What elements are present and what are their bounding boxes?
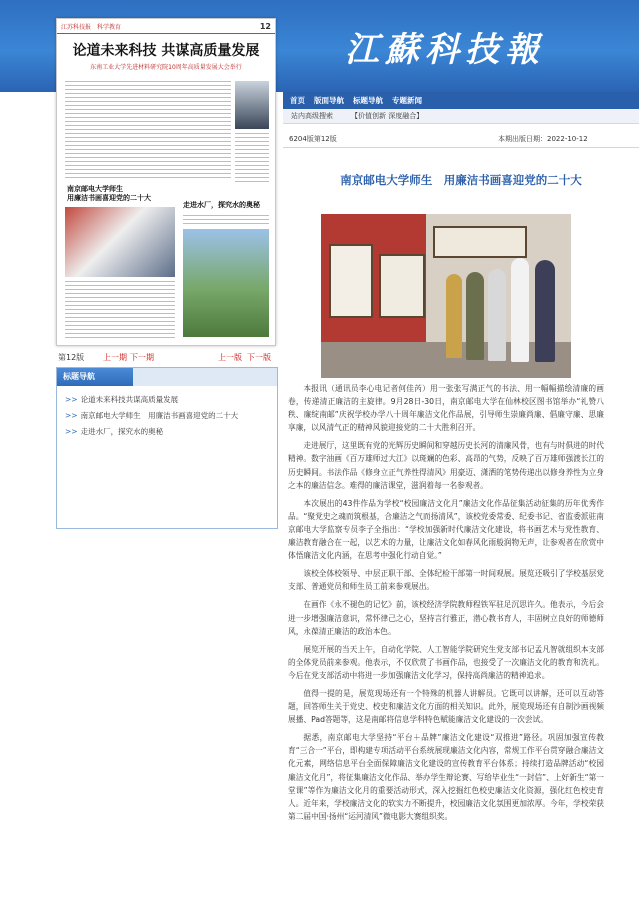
newspaper-logo: 江蘇科技報	[345, 30, 545, 70]
paper-page-number: 12	[259, 21, 271, 31]
arrow-icon: >>	[65, 395, 78, 404]
advanced-search-link[interactable]: 站内高级搜索	[291, 112, 333, 120]
article-body	[288, 382, 604, 828]
article-paragraph: 在画作《永不褪色的记忆》前，该校经济学院教师程铁军驻足沉思许久。他表示，今后会进一步增强廉洁意识，常怀律己之心，坚持言行雅正，潜心教书育人，丰固树立良好的师德师风，永葆清正廉洁的政治本色。	[288, 600, 604, 636]
menu-home[interactable]: 首页	[290, 96, 305, 105]
headline-nav-item-label[interactable]: 论道未来科技共谋高质量发展	[80, 395, 179, 404]
paper-text-block	[235, 133, 269, 183]
paper-text-block	[183, 215, 269, 227]
article-photo	[321, 214, 571, 378]
headline-nav-panel	[56, 367, 278, 529]
headline-nav-list	[65, 392, 277, 440]
paper-header-brand: 江苏科技报	[61, 23, 92, 31]
headline-nav-item-label[interactable]: 南京邮电大学师生 用廉洁书画喜迎党的二十大	[80, 411, 239, 420]
photo-artwork-frame	[433, 226, 527, 258]
paper-exhibition-photo	[65, 207, 175, 277]
top-menu	[283, 92, 639, 109]
headline-nav-item[interactable]	[65, 424, 277, 440]
photo-person	[488, 269, 506, 361]
menu-headline-nav[interactable]: 标题导航	[353, 96, 383, 105]
menu-special-news[interactable]: 专题新闻	[392, 96, 422, 105]
article-paragraph: 展览开展的当天上午，自动化学院、人工智能学院研究生党支部书记孟凡智就组织本支部的全体党员前来参观。他表示，不仅欣赏了书画作品，也接受了一次廉洁文化的教育和洗礼。今后在党支部活动中将进一步加强廉洁文化学习，保持高尚廉洁的精神追求。	[288, 644, 604, 680]
issue-page-code: 6204版第12版	[289, 135, 337, 143]
issue-date: 本期出版日期：2022-10-12	[498, 135, 588, 143]
paper-text-block	[65, 281, 175, 339]
prev-issue-link[interactable]: 上一期	[103, 353, 127, 362]
paper-story2-headline[interactable]: 南京邮电大学师生 用廉洁书画喜迎党的二十大	[67, 185, 151, 202]
menu-page-nav[interactable]: 版面导航	[314, 96, 344, 105]
slogan: 【价值创新 深度融合】	[351, 112, 424, 120]
arrow-icon: >>	[65, 411, 78, 420]
photo-artwork-frame	[379, 254, 425, 318]
photo-person	[535, 260, 555, 362]
article-paragraph: 据悉，南京邮电大学坚持“平台＋品牌”廉洁文化建设“双推进”路径。巩固加强宣传教育“三合一”平台，即构建专项活动平台系统展现廉洁文化内容，常规工作平台贯穿融合廉洁文化元素，网络信息平台全面保障廉洁文化建设的宣传教育平台体系；持续打造品牌活动“校园廉洁文化月”，将征集廉洁文化作品、举办学生辩论赛、写给毕业生“一封信”、上好新生“第一堂课”等作为廉洁文化月的重要活动形式，深入挖掘红色校史廉洁文化资源，强化红色校史育人。近年来，学校廉洁文化的软实力不断提升，校园廉洁文化氛围更加浓厚。今年，学校荣获第二届中国·扬州“运河清风”微电影大赛组织奖。	[288, 733, 604, 821]
paper-story3-headline[interactable]: 走进水厂，探究水的奥秘	[183, 201, 260, 209]
paper-water-plant-photo	[183, 229, 269, 337]
headline-nav-item[interactable]	[65, 408, 277, 424]
article-paragraph: 本报讯（通讯员李心电记者何佳芮）用一张张写满正气的书法、用一幅幅描绘清廉的画卷，传递清正廉洁的主旋律。9月28日-30日，南京邮电大学在仙林校区图书馆举办“礼赞八秩、廉绽南邮”庆祝学校办学八十周年廉洁文化作品展，引导师生崇廉尚廉、倡廉守廉、思廉享廉，以风清气正的精神风貌迎接党的二十大胜利召开。	[288, 384, 604, 433]
photo-person	[511, 258, 529, 362]
divider	[283, 147, 639, 148]
next-page-link[interactable]: 下一版	[247, 353, 271, 362]
next-issue-link[interactable]: 下一期	[130, 353, 154, 362]
prev-page-link[interactable]: 上一版	[218, 353, 242, 362]
newspaper-page-thumbnail[interactable]	[56, 18, 276, 346]
photo-person	[466, 272, 484, 360]
search-bar	[283, 109, 639, 124]
headline-nav-title: 标题导航	[57, 368, 133, 386]
article-title: 南京邮电大学师生 用廉洁书画喜迎党的二十大	[340, 173, 582, 187]
headline-nav-item-label[interactable]: 走进水厂，探究水的奥秘	[80, 427, 164, 436]
paper-headline[interactable]: 论道未来科技 共谋高质量发展	[72, 43, 260, 59]
photo-person	[446, 274, 462, 358]
arrow-icon: >>	[65, 427, 78, 436]
paper-portrait-photo	[235, 81, 269, 129]
paper-header	[57, 19, 275, 34]
article-paragraph: 该校全体校领导、中层正职干部、全体纪检干部第一时间观展。展览还吸引了学校基层党支部、普通党员和师生员工前来参观展出。	[288, 569, 604, 592]
photo-artwork-frame	[329, 244, 373, 318]
paper-subheadline: 东南工业大学先进材料研究院10周年高质量发展大会举行	[90, 64, 242, 71]
article-paragraph: 值得一提的是，展览现场还有一个特殊的机器人讲解员。它既可以讲解，还可以互动答题，回答师生关于党史、校史和廉洁文化方面的相关知识。此外，展览现场还有自制沙画视频展播、Pad答题等，这是南邮将信息学科特色赋能廉洁文化建设的一次尝试。	[288, 688, 604, 725]
article-paragraph: 走进展厅，这里既有党的光辉历史瞬间和穿越历史长河的清廉风骨，也有与时俱进的时代精神。数字油画《百万雄师过大江》以斑斓的色彩、高昂的气势，反映了百万雄师强渡长江的历史瞬间。书法作品《修身立正气养性得清风》用豪迈、潇洒的笔势传递出以修身养性为立身之本的廉洁信念。难得的廉洁课堂，滋润着每一名参观者。	[288, 441, 604, 490]
article-paragraph: 本次展出的43件作品为学校“校园廉洁文化月”廉洁文化作品征集活动征集的历年优秀作品。“聚党史之魂而筑根基，合廉洁之气而扬清风”，该校党委常委、纪委书记、省监委派驻南京邮电大学监察专员李子全指出：“学校加强新时代廉洁文化建设，将书画艺术与党性教育、廉洁教育融合在一起，以艺术的力量，让廉洁文化如春风化雨般润物无声，让参观者在欣赏中体悟廉洁文化内涵，在思考中强化行动自觉。”	[288, 498, 604, 561]
paper-header-section: 科学教育	[97, 23, 122, 31]
headline-nav-item[interactable]	[65, 392, 277, 408]
paper-text-block	[65, 81, 231, 181]
current-page-label: 第12版	[58, 353, 85, 362]
